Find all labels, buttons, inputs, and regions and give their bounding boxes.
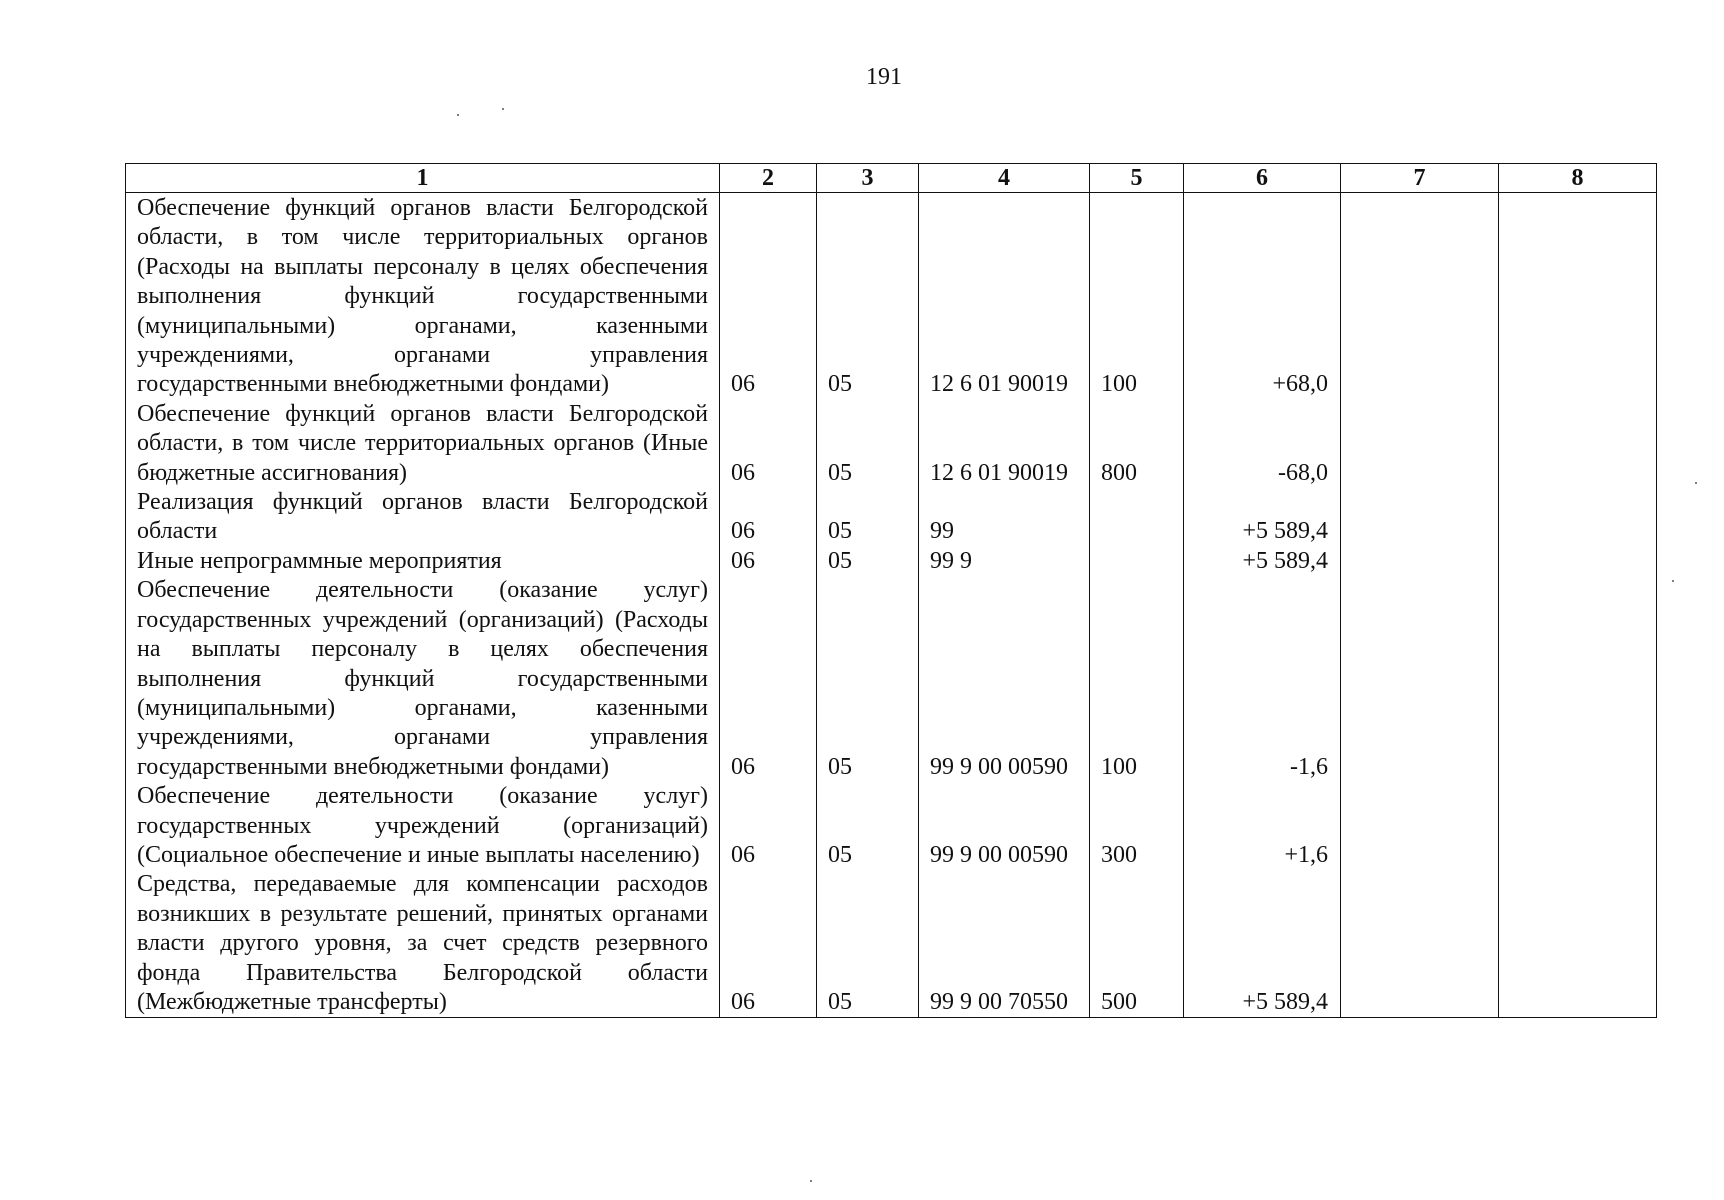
- row-col7: [1341, 488, 1499, 547]
- scan-speck: [457, 114, 459, 116]
- row-expense-type: 300: [1090, 782, 1184, 870]
- row-section: 06: [720, 400, 817, 488]
- row-expense-type: [1090, 547, 1184, 576]
- row-target-article: 12 6 01 90019: [919, 400, 1090, 488]
- column-header-1: 1: [126, 164, 720, 193]
- row-col8: [1499, 782, 1657, 870]
- row-col7: [1341, 193, 1499, 400]
- row-name: Обеспечение деятельности (оказание услуг) государственных учреждений (организаций) (Социальное обеспечение и иные выплаты населению): [126, 782, 720, 870]
- row-col8: [1499, 576, 1657, 782]
- row-col8: [1499, 547, 1657, 576]
- row-amount: +68,0: [1184, 193, 1341, 400]
- row-expense-type: 100: [1090, 193, 1184, 400]
- table-row: [126, 488, 1657, 547]
- table-row: [126, 576, 1657, 782]
- table-row: [126, 547, 1657, 576]
- row-subsection: 05: [817, 547, 919, 576]
- table-row: [126, 193, 1657, 400]
- row-target-article: 12 6 01 90019: [919, 193, 1090, 400]
- row-name: Средства, передаваемые для компенсации расходов возникших в результате решений, принятых органами власти другого уровня, за счет средств резервного фонда Правительства Белгородской области (Межбюджетные трансферты): [126, 870, 720, 1018]
- row-amount: +1,6: [1184, 782, 1341, 870]
- row-target-article: 99: [919, 488, 1090, 547]
- row-target-article: 99 9 00 70550: [919, 870, 1090, 1018]
- column-header-5: 5: [1090, 164, 1184, 193]
- row-col7: [1341, 576, 1499, 782]
- row-name: Обеспечение функций органов власти Белгородской области, в том числе территориальных органов (Иные бюджетные ассигнования): [126, 400, 720, 488]
- row-name: Иные непрограммные мероприятия: [126, 547, 720, 576]
- row-target-article: 99 9 00 00590: [919, 782, 1090, 870]
- page-number: 191: [866, 64, 902, 90]
- row-subsection: 05: [817, 488, 919, 547]
- table-row: [126, 870, 1657, 1018]
- row-subsection: 05: [817, 870, 919, 1018]
- row-expense-type: 500: [1090, 870, 1184, 1018]
- table-row: [126, 400, 1657, 488]
- column-header-3: 3: [817, 164, 919, 193]
- scan-speck: [810, 1180, 812, 1182]
- row-section: 06: [720, 193, 817, 400]
- row-amount: +5 589,4: [1184, 547, 1341, 576]
- row-target-article: 99 9 00 00590: [919, 576, 1090, 782]
- scan-speck: [1672, 580, 1674, 582]
- row-section: 06: [720, 870, 817, 1018]
- row-section: 06: [720, 576, 817, 782]
- budget-table: [125, 163, 1657, 1018]
- row-col8: [1499, 400, 1657, 488]
- row-name: Обеспечение функций органов власти Белгородской области, в том числе территориальных органов (Расходы на выплаты персоналу в целях обеспечения выполнения функций государственными (муниципальными) органами, казенными учреждениями, органами управления государственными внебюджетными фондами): [126, 193, 720, 400]
- row-col7: [1341, 400, 1499, 488]
- row-section: 06: [720, 782, 817, 870]
- row-section: 06: [720, 488, 817, 547]
- column-header-8: 8: [1499, 164, 1657, 193]
- row-col8: [1499, 193, 1657, 400]
- row-subsection: 05: [817, 576, 919, 782]
- row-expense-type: [1090, 488, 1184, 547]
- row-amount: -68,0: [1184, 400, 1341, 488]
- row-col7: [1341, 782, 1499, 870]
- row-col7: [1341, 547, 1499, 576]
- row-col7: [1341, 870, 1499, 1018]
- column-header-6: 6: [1184, 164, 1341, 193]
- row-amount: +5 589,4: [1184, 488, 1341, 547]
- row-subsection: 05: [817, 193, 919, 400]
- row-amount: +5 589,4: [1184, 870, 1341, 1018]
- row-col8: [1499, 488, 1657, 547]
- row-name: Обеспечение деятельности (оказание услуг) государственных учреждений (организаций) (Расходы на выплаты персоналу в целях обеспечения выполнения функций государственными (муниципальными) органами, казенными учреждениями, органами управления государственными внебюджетными фондами): [126, 576, 720, 782]
- column-header-2: 2: [720, 164, 817, 193]
- row-amount: -1,6: [1184, 576, 1341, 782]
- row-target-article: 99 9: [919, 547, 1090, 576]
- row-col8: [1499, 870, 1657, 1018]
- row-name: Реализация функций органов власти Белгородской области: [126, 488, 720, 547]
- row-expense-type: 100: [1090, 576, 1184, 782]
- column-header-7: 7: [1341, 164, 1499, 193]
- scan-speck: [1695, 482, 1697, 484]
- row-subsection: 05: [817, 400, 919, 488]
- column-header-4: 4: [919, 164, 1090, 193]
- table-row: [126, 782, 1657, 870]
- header-row: [126, 164, 1657, 193]
- scan-speck: [502, 108, 504, 110]
- row-expense-type: 800: [1090, 400, 1184, 488]
- row-subsection: 05: [817, 782, 919, 870]
- row-section: 06: [720, 547, 817, 576]
